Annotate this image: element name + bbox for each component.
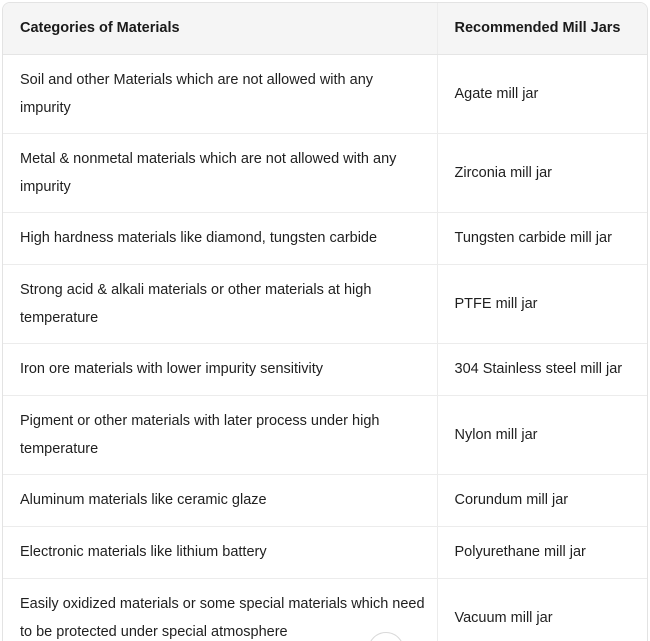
material-category-cell: High hardness materials like diamond, tungsten carbide [3,212,437,264]
materials-table [3,3,647,641]
mill-jar-cell: PTFE mill jar [437,264,647,343]
table-header [3,3,647,54]
material-category-cell: Soil and other Materials which are not allowed with any impurity [3,54,437,133]
table-row [3,343,647,395]
material-category-cell: Electronic materials like lithium battery [3,526,437,578]
materials-table-container [2,2,648,641]
table-row [3,578,647,641]
mill-jar-cell: Zirconia mill jar [437,133,647,212]
mill-jar-cell: Corundum mill jar [437,474,647,526]
material-category-cell: Pigment or other materials with later process under high temperature [3,395,437,474]
mill-jar-cell: Nylon mill jar [437,395,647,474]
table-body [3,54,647,641]
mill-jar-cell: Vacuum mill jar [437,578,647,641]
table-row [3,474,647,526]
mill-jar-cell: Agate mill jar [437,54,647,133]
table-row [3,54,647,133]
material-category-cell: Aluminum materials like ceramic glaze [3,474,437,526]
table-row [3,264,647,343]
table-row [3,395,647,474]
material-category-cell: Iron ore materials with lower impurity sensitivity [3,343,437,395]
mill-jar-cell: Polyurethane mill jar [437,526,647,578]
mill-jar-cell: Tungsten carbide mill jar [437,212,647,264]
header-recommended-jars: Recommended Mill Jars [437,3,647,54]
material-category-cell: Metal & nonmetal materials which are not allowed with any impurity [3,133,437,212]
header-row [3,3,647,54]
header-categories: Categories of Materials [3,3,437,54]
table-row [3,526,647,578]
material-category-cell: Strong acid & alkali materials or other materials at high temperature [3,264,437,343]
mill-jar-cell: 304 Stainless steel mill jar [437,343,647,395]
table-row [3,133,647,212]
table-row [3,212,647,264]
material-category-cell: Easily oxidized materials or some special materials which need to be protected under special atmosphere [3,578,437,641]
